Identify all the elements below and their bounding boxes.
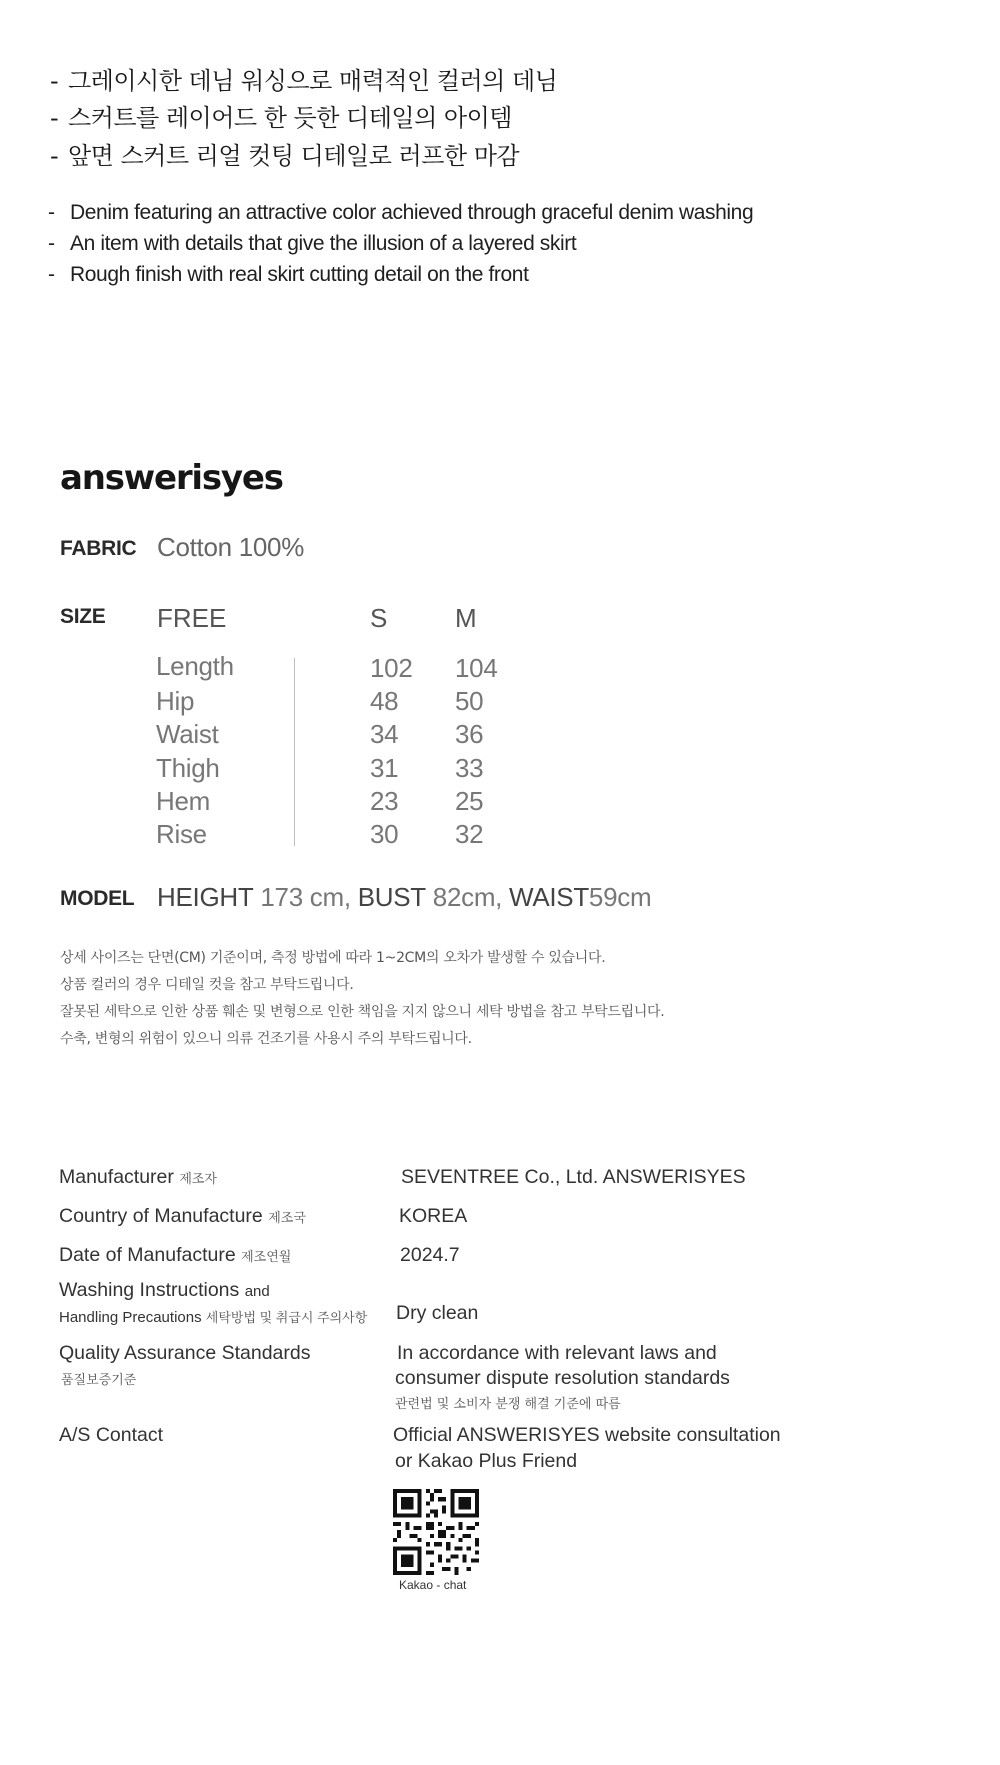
- description-kr-line-2: - 스커트를 레이어드 한 듯한 디테일의 아이템: [50, 104, 512, 132]
- as-contact-label: A/S Contact: [59, 1424, 164, 1446]
- dryer-note: 수축, 변형의 위험이 있으니 의류 건조기를 사용시 주의 부탁드립니다.: [60, 1031, 472, 1047]
- bullet-dash: -: [48, 232, 55, 255]
- size-row-name: Length: [156, 651, 234, 681]
- description-en-line-3: - Rough finish with real skirt cutting detail on the front: [48, 263, 529, 286]
- size-row-m-value: 33: [455, 753, 484, 783]
- bullet-dash: -: [50, 104, 59, 132]
- color-note: 상품 컬러의 경우 디테일 컷을 참고 부탁드립니다.: [60, 977, 354, 993]
- fabric-value: Cotton 100%: [157, 532, 305, 562]
- country-value: KOREA: [399, 1205, 468, 1227]
- qr-caption: Kakao - chat: [399, 1578, 467, 1592]
- size-row-name: Hem: [156, 786, 210, 816]
- bullet-dash: -: [48, 263, 55, 286]
- size-row-s-value: 30: [370, 819, 399, 849]
- size-row-m-value: 50: [455, 686, 484, 716]
- model-measurements: HEIGHT 173 cm, BUST 82cm, WAIST59cm: [157, 882, 652, 912]
- manufacturer-label: Manufacturer 제조자: [59, 1166, 217, 1188]
- date-value: 2024.7: [400, 1244, 460, 1266]
- manufacturer-value: SEVENTREE Co., Ltd. ANSWERISYES: [401, 1166, 746, 1188]
- size-row-name: Rise: [156, 819, 207, 849]
- quality-value-line-1: In accordance with relevant laws and: [397, 1342, 717, 1364]
- kakao-qr-code[interactable]: [393, 1489, 479, 1575]
- washing-value: Dry clean: [396, 1302, 479, 1324]
- model-label: MODEL: [60, 887, 135, 910]
- as-contact-value-line-1: Official ANSWERISYES website consultation: [393, 1424, 781, 1446]
- size-row-m-value: 36: [455, 719, 484, 749]
- size-row-s-value: 48: [370, 686, 399, 716]
- size-row-m-value: 25: [455, 786, 484, 816]
- description-en-line-1: - Denim featuring an attractive color achieved through graceful denim washing: [48, 201, 754, 224]
- bullet-dash: -: [50, 142, 59, 170]
- washing-note: 잘못된 세탁으로 인한 상품 훼손 및 변형으로 인한 책임을 지지 않으니 세탁 방법을 참고 부탁드립니다.: [60, 1004, 665, 1020]
- size-row-s-value: 23: [370, 786, 399, 816]
- size-row-s-value: 102: [370, 653, 413, 683]
- quality-value-line-2: consumer dispute resolution standards: [395, 1367, 730, 1389]
- bullet-dash: -: [48, 201, 55, 224]
- description-kr-line-1: - 그레이시한 데님 워싱으로 매력적인 컬러의 데님: [50, 67, 558, 95]
- size-table-divider: [294, 658, 295, 846]
- size-header-s: S: [370, 603, 388, 633]
- date-label: Date of Manufacture 제조연월: [59, 1244, 292, 1266]
- size-header-free: FREE: [157, 603, 227, 633]
- size-header-m: M: [455, 603, 477, 633]
- description-en-line-2: - An item with details that give the illusion of a layered skirt: [48, 232, 577, 255]
- size-row-m-value: 32: [455, 819, 484, 849]
- as-contact-value-line-2: or Kakao Plus Friend: [395, 1450, 578, 1472]
- size-row-name: Hip: [156, 686, 195, 716]
- bullet-dash: -: [50, 67, 59, 95]
- size-row-s-value: 34: [370, 719, 399, 749]
- size-row-m-value: 104: [455, 653, 498, 683]
- brand-logo: answerisyes: [60, 458, 283, 498]
- size-row-name: Thigh: [156, 753, 220, 783]
- size-row-name: Waist: [156, 719, 219, 749]
- size-row-s-value: 31: [370, 753, 399, 783]
- quality-label: Quality Assurance Standards: [59, 1342, 311, 1364]
- description-kr-line-3: - 앞면 스커트 리얼 컷팅 디테일로 러프한 마감: [50, 142, 520, 170]
- country-label: Country of Manufacture 제조국: [59, 1205, 306, 1227]
- washing-label-line-2: Handling Precautions 세탁방법 및 취급시 주의사항: [59, 1309, 368, 1326]
- size-label: SIZE: [60, 605, 106, 628]
- quality-value-kr: 관련법 및 소비자 분쟁 해결 기준에 따름: [395, 1397, 621, 1412]
- washing-label-line-1: Washing Instructions and: [59, 1279, 270, 1301]
- fabric-label: FABRIC: [60, 537, 137, 560]
- quality-label-kr: 품질보증기준: [61, 1372, 137, 1387]
- size-note: 상세 사이즈는 단면(CM) 기준이며, 측정 방법에 따라 1~2CM의 오차가 발생할 수 있습니다.: [60, 950, 606, 966]
